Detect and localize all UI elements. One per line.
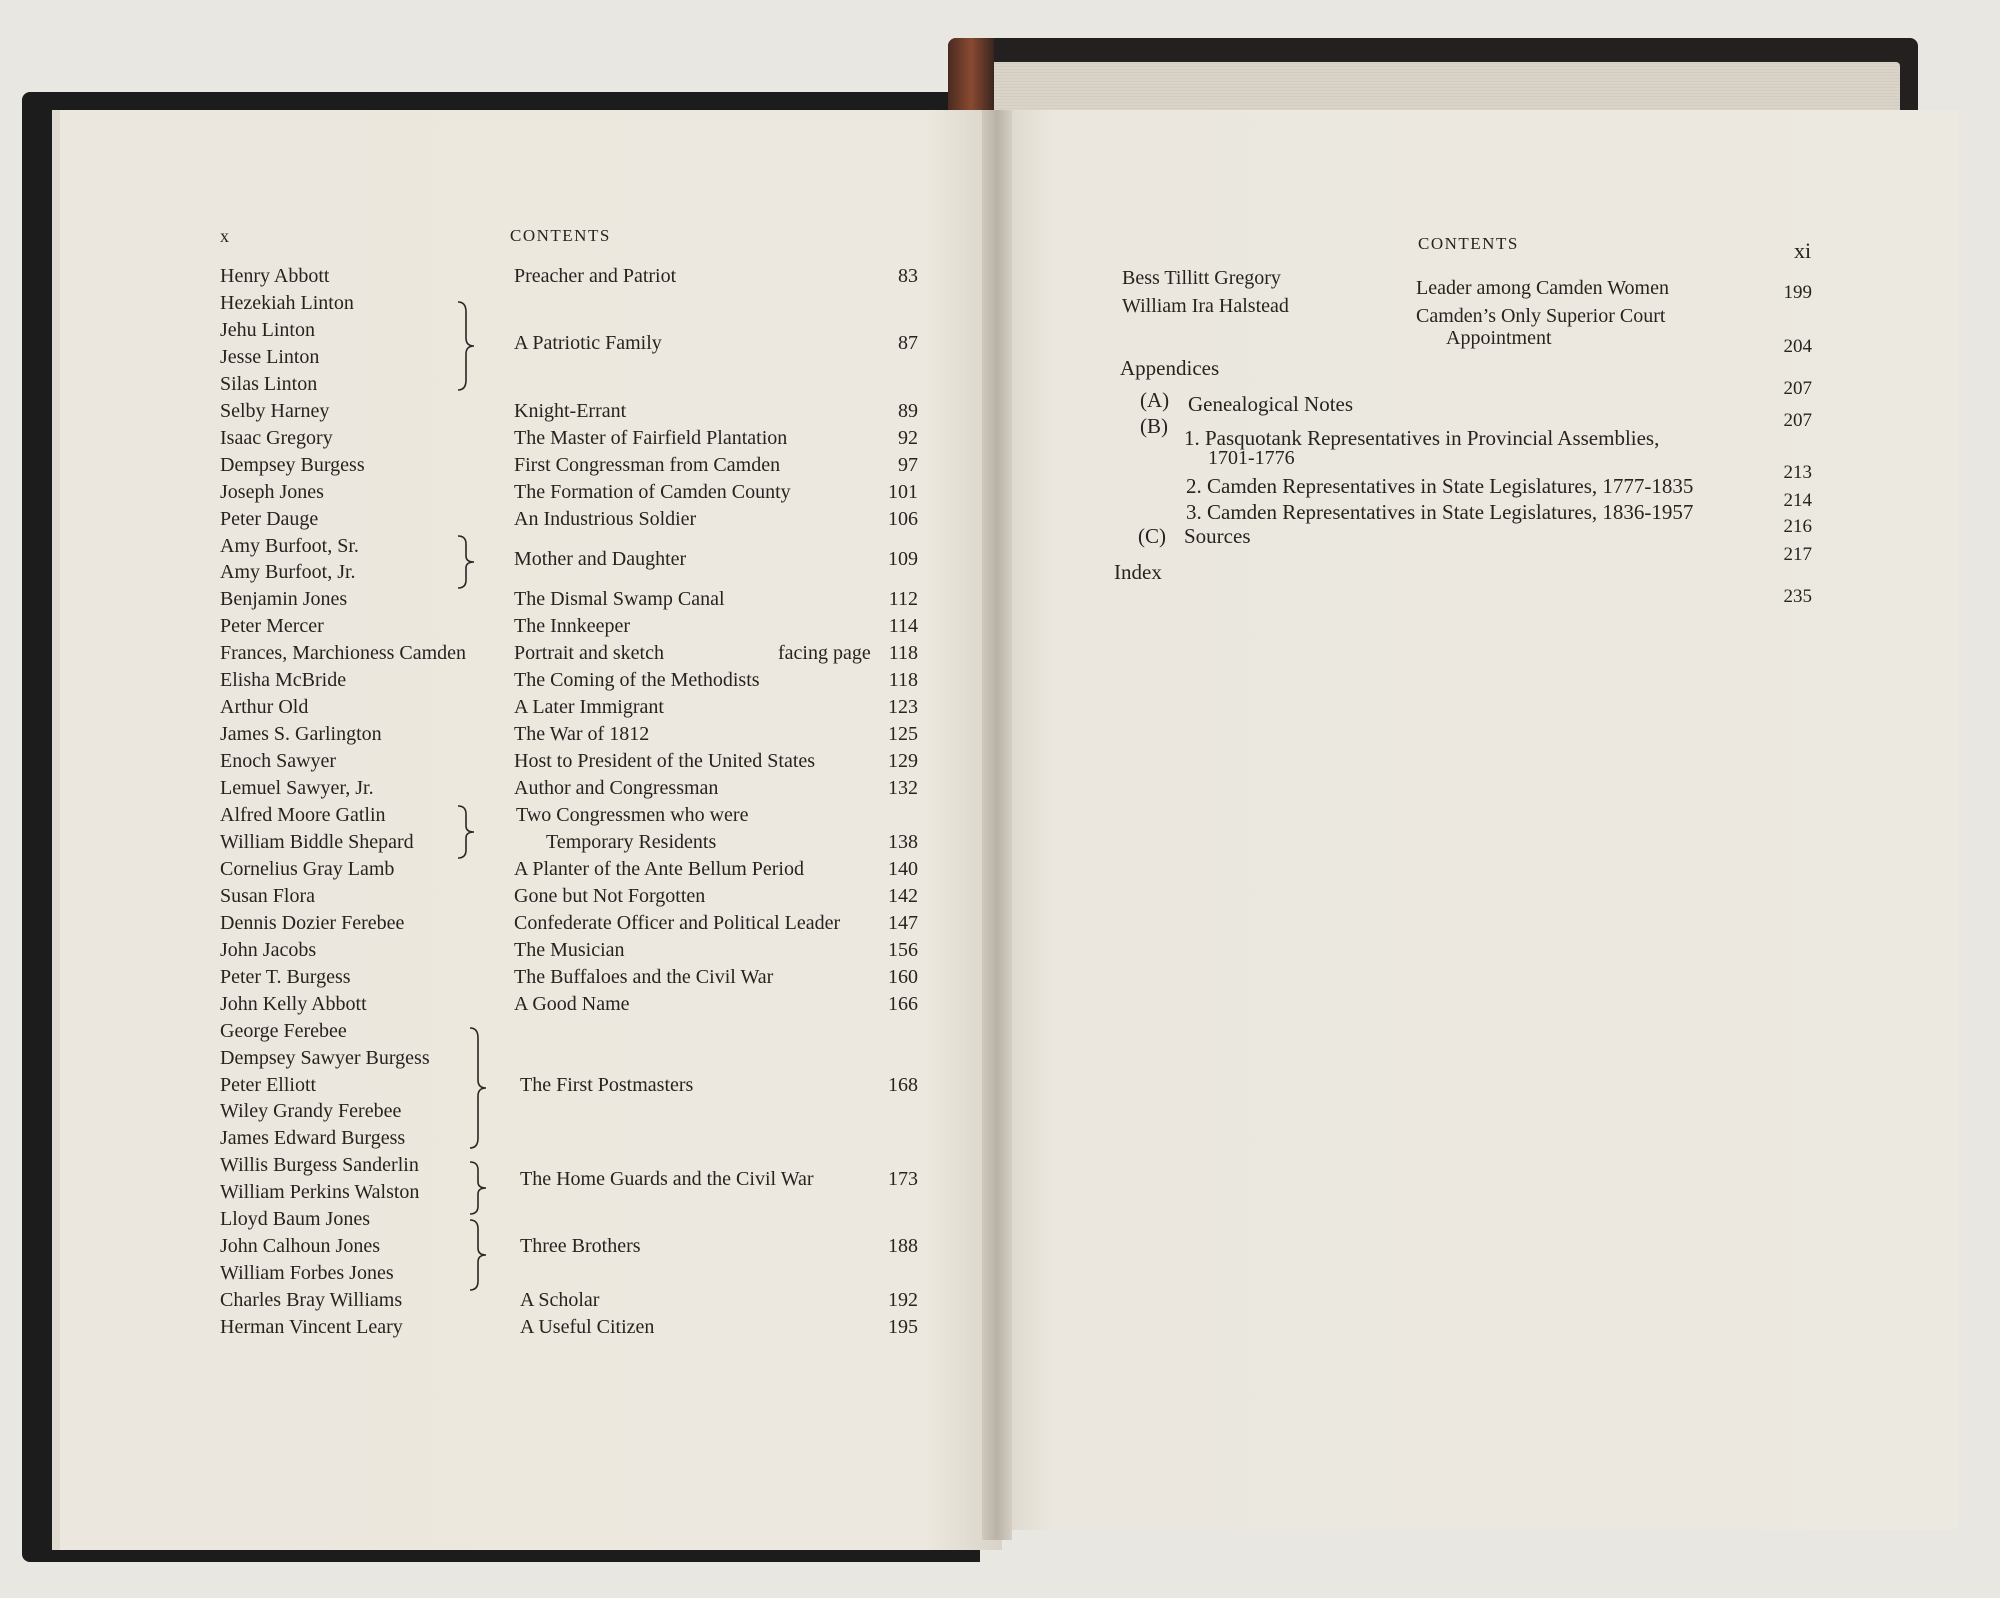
entry-page-number: 97	[898, 454, 918, 476]
entry-chapter: A Good Name	[514, 993, 630, 1015]
entry-chapter: Gone but Not Forgotten	[514, 885, 706, 907]
entry-name: Peter Dauge	[220, 508, 319, 530]
entry-name: Dempsey Sawyer Burgess	[220, 1047, 430, 1069]
entry-name: William Biddle Shepard	[220, 831, 414, 853]
entry-chapter: Host to President of the United States	[514, 750, 816, 772]
appendix-a-page: 207	[1783, 410, 1812, 431]
appendix-b3-page: 216	[1783, 516, 1812, 537]
entry-name: Amy Burfoot, Jr.	[220, 561, 356, 583]
entry-name: James Edward Burgess	[220, 1127, 406, 1149]
appendix-c-title: Sources	[1184, 524, 1251, 548]
entry-page-number: 92	[898, 427, 918, 449]
appendix-b1-page: 213	[1783, 462, 1812, 483]
entry-page-number: 125	[888, 723, 918, 745]
entry-page-number: 166	[888, 993, 918, 1015]
appendix-c-page: 217	[1783, 544, 1812, 565]
appendix-b3-title: 3. Camden Representatives in State Legislatures, 1836-1957	[1186, 500, 1694, 524]
entry-chapter: A Patriotic Family	[514, 332, 662, 354]
brace-two-congressmen	[456, 804, 478, 860]
entry-page-number: 147	[888, 912, 918, 934]
entry-name: Peter Mercer	[220, 615, 324, 637]
entry-chapter-halstead: Camden’s Only Superior Court	[1416, 305, 1666, 327]
entry-chapter: A Planter of the Ante Bellum Period	[514, 858, 804, 880]
entry-name: Jehu Linton	[220, 319, 315, 341]
entry-name: William Perkins Walston	[220, 1181, 420, 1203]
entry-chapter: The Buffaloes and the Civil War	[514, 966, 774, 988]
brace-first-postmasters	[468, 1026, 490, 1150]
entry-page-number: 160	[888, 966, 918, 988]
entry-name: Amy Burfoot, Sr.	[220, 535, 359, 557]
entry-chapter: A Useful Citizen	[520, 1316, 655, 1338]
entry-name: Charles Bray Williams	[220, 1289, 403, 1311]
entry-page-number: 112	[888, 588, 918, 610]
left-running-head: CONTENTS	[510, 226, 611, 245]
entry-name: Peter Elliott	[220, 1074, 317, 1096]
right-page-number: xi	[1794, 238, 1812, 263]
brace-patriotic-family	[456, 300, 478, 392]
brace-three-brothers	[468, 1218, 490, 1292]
entry-chapter: An Industrious Soldier	[514, 508, 697, 530]
entry-page-number: 156	[888, 939, 918, 961]
entry-name: John Calhoun Jones	[220, 1235, 380, 1257]
entry-page-number: 123	[888, 696, 918, 718]
index-heading: Index	[1114, 560, 1162, 584]
brace-mother-daughter	[456, 534, 478, 590]
entry-chapter: Confederate Officer and Political Leader	[514, 912, 841, 934]
entry-page-number: 118	[888, 669, 918, 691]
entry-chapter: The Master of Fairfield Plantation	[514, 427, 788, 449]
entry-chapter: The Dismal Swamp Canal	[514, 588, 725, 610]
entry-name: Herman Vincent Leary	[220, 1316, 403, 1338]
entry-page-number: 140	[888, 858, 918, 880]
entry-chapter: The First Postmasters	[520, 1074, 694, 1096]
entry-chapter: Two Congressmen who were	[516, 804, 749, 826]
entry-page-number: 142	[888, 885, 918, 907]
appendix-c-label: (C)	[1138, 524, 1166, 548]
entry-chapter: The Musician	[514, 939, 625, 961]
left-page-number: x	[220, 226, 230, 246]
entry-name: Isaac Gregory	[220, 427, 333, 449]
entry-chapter: A Later Immigrant	[514, 696, 664, 718]
entry-chapter: The Home Guards and the Civil War	[520, 1168, 814, 1190]
entry-page-number: 129	[888, 750, 918, 772]
appendix-a-label: (A)	[1140, 388, 1170, 412]
entry-extra-note: facing page	[778, 642, 871, 664]
entry-page-number: 173	[888, 1168, 918, 1190]
entry-chapter: Knight-Errant	[514, 400, 627, 422]
entry-chapter: Preacher and Patriot	[514, 265, 677, 287]
entry-chapter-bess: Leader among Camden Women	[1416, 277, 1669, 299]
entry-name: Arthur Old	[220, 696, 309, 718]
entry-chapter: A Scholar	[520, 1289, 600, 1311]
appendix-b1-years: 1701-1776	[1208, 447, 1295, 469]
entry-chapter: The Formation of Camden County	[514, 481, 791, 503]
entry-name: Benjamin Jones	[220, 588, 348, 610]
index-page: 235	[1783, 586, 1812, 607]
entry-name-halstead: William Ira Halstead	[1122, 295, 1289, 317]
entry-name: Selby Harney	[220, 400, 330, 422]
entry-name: Lemuel Sawyer, Jr.	[220, 777, 374, 799]
entry-name: Joseph Jones	[220, 481, 324, 503]
entry-name: William Forbes Jones	[220, 1262, 394, 1284]
entry-page-number: 114	[888, 615, 918, 637]
entry-page-number: 138	[888, 831, 918, 853]
entry-name: Silas Linton	[220, 373, 318, 395]
appendix-b2-title: 2. Camden Representatives in State Legislatures, 1777-1835	[1186, 474, 1694, 498]
entry-chapter: Three Brothers	[520, 1235, 641, 1257]
entry-chapter-halstead-cont: Appointment	[1446, 327, 1552, 349]
entry-page-number: 101	[888, 481, 918, 503]
entry-page-number: 132	[888, 777, 918, 799]
entry-name-bess: Bess Tillitt Gregory	[1122, 267, 1281, 289]
appendix-b2-page: 214	[1783, 490, 1812, 511]
entry-chapter: First Congressman from Camden	[514, 454, 781, 476]
entry-page-number: 89	[898, 400, 918, 422]
entry-name: Hezekiah Linton	[220, 292, 354, 314]
entry-name: Dempsey Burgess	[220, 454, 365, 476]
entry-chapter: The Coming of the Methodists	[514, 669, 760, 691]
entry-page-number: 195	[888, 1316, 918, 1338]
entry-name: Dennis Dozier Ferebee	[220, 912, 405, 934]
entry-page-number: 168	[888, 1074, 918, 1096]
entry-page-number: 192	[888, 1289, 918, 1311]
entry-name: John Kelly Abbott	[220, 993, 367, 1015]
entry-name: Jesse Linton	[220, 346, 320, 368]
entry-name: Enoch Sawyer	[220, 750, 337, 772]
entry-name: Willis Burgess Sanderlin	[220, 1154, 419, 1176]
entry-name: Lloyd Baum Jones	[220, 1208, 370, 1230]
entry-name: Henry Abbott	[220, 265, 330, 287]
entry-name: Susan Flora	[220, 885, 315, 907]
entry-page-number: 118	[888, 642, 918, 664]
entry-name: John Jacobs	[220, 939, 317, 961]
entry-name: Frances, Marchioness Camden	[220, 642, 467, 664]
book-gutter	[982, 110, 1012, 1540]
entry-page-bess: 199	[1783, 282, 1812, 303]
entry-name: George Ferebee	[220, 1020, 347, 1042]
entry-name: Cornelius Gray Lamb	[220, 858, 395, 880]
entry-page-number: 188	[888, 1235, 918, 1257]
entry-page-number: 106	[888, 508, 918, 530]
appendix-b-label: (B)	[1140, 414, 1168, 438]
appendix-b1-title: 1. Pasquotank Representatives in Provincial Assemblies,	[1184, 426, 1660, 450]
entry-name: Peter T. Burgess	[220, 966, 351, 988]
entry-chapter: The War of 1812	[514, 723, 650, 745]
right-running-head: CONTENTS	[1418, 234, 1519, 253]
entry-chapter: Mother and Daughter	[514, 548, 687, 570]
appendices-page: 207	[1783, 378, 1812, 399]
appendices-heading: Appendices	[1120, 356, 1220, 380]
entry-name: Wiley Grandy Ferebee	[220, 1100, 402, 1122]
appendix-a-title: Genealogical Notes	[1188, 392, 1354, 416]
entry-chapter: Temporary Residents	[546, 831, 717, 853]
entry-name: Elisha McBride	[220, 669, 347, 691]
entry-page-number: 83	[898, 265, 918, 287]
entry-chapter: Author and Congressman	[514, 777, 719, 799]
entry-page-number: 109	[888, 548, 918, 570]
entry-page-halstead: 204	[1783, 336, 1812, 357]
entry-page-number: 87	[898, 332, 918, 354]
entry-chapter: The Innkeeper	[514, 615, 631, 637]
entry-name: Alfred Moore Gatlin	[220, 804, 386, 826]
entry-name: James S. Garlington	[220, 723, 382, 745]
brace-home-guards	[468, 1160, 490, 1216]
entry-chapter: Portrait and sketch	[514, 642, 664, 664]
